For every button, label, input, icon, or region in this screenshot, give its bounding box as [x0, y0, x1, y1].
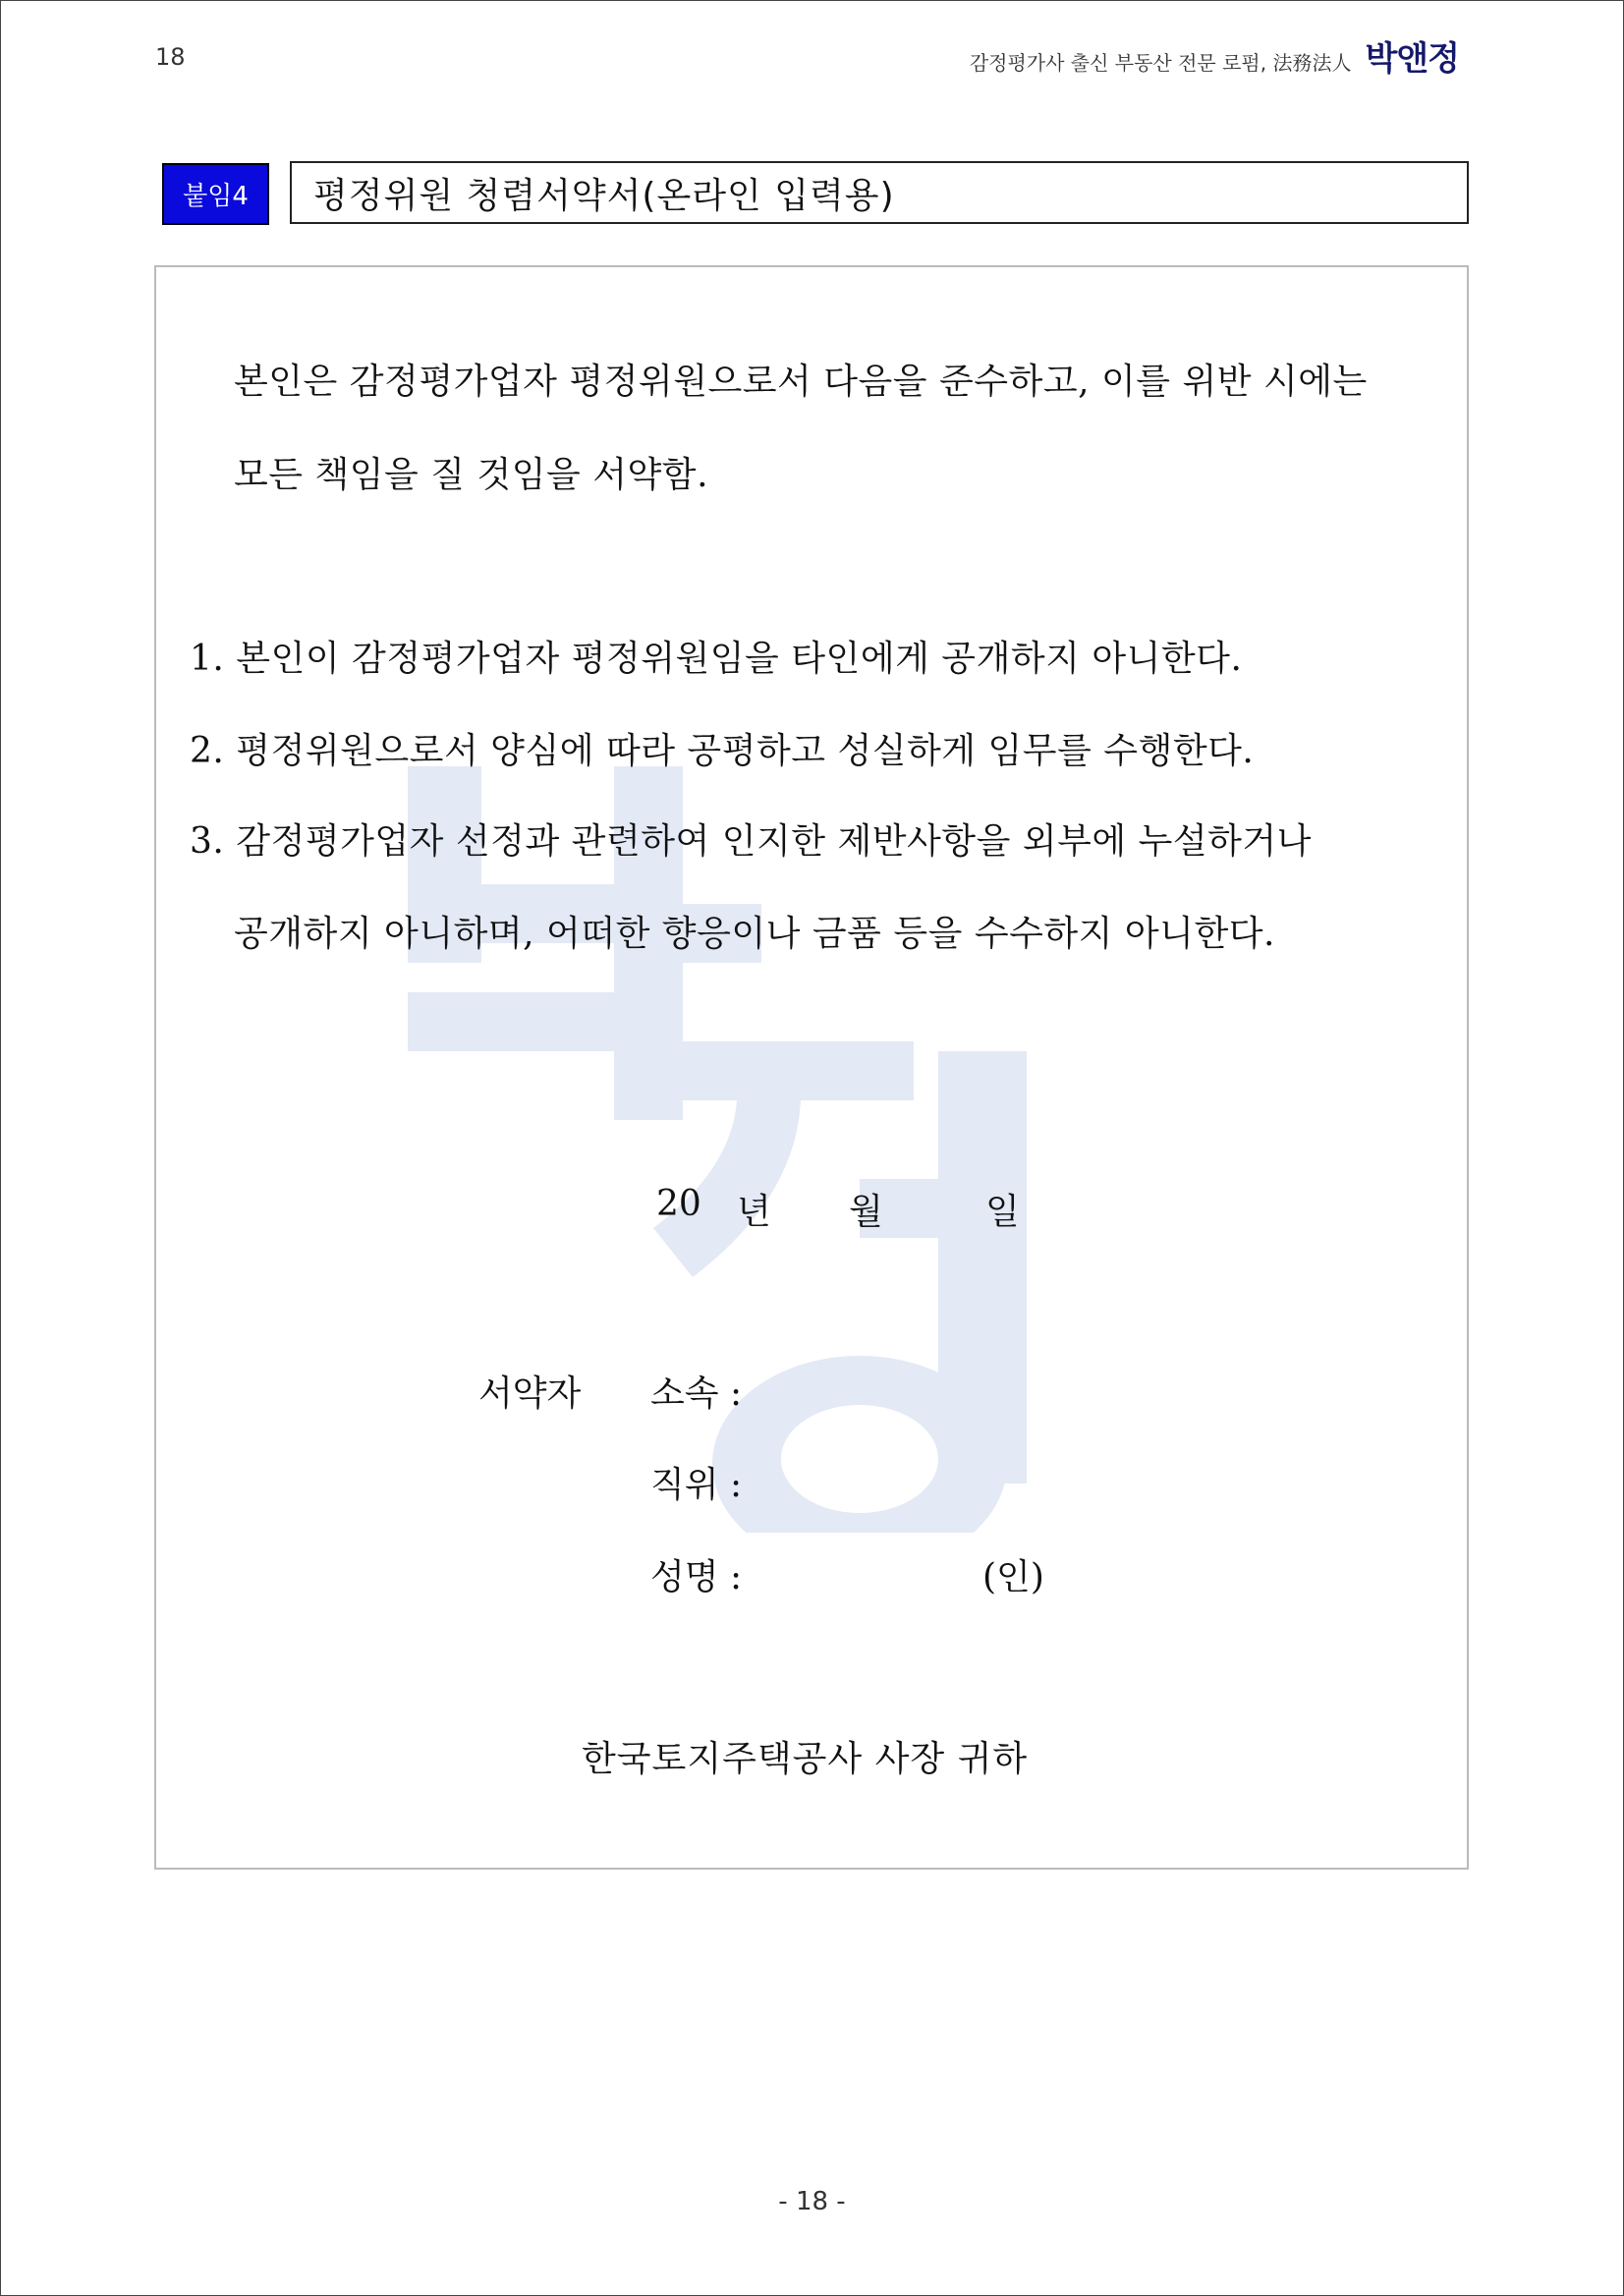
- pledge-item-1: 1. 본인이 감정평가업자 평정위원임을 타인에게 공개하지 아니한다.: [190, 639, 1243, 679]
- page-header: [970, 31, 1459, 80]
- annex-badge: 붙임4: [162, 163, 269, 225]
- affiliation-field-label: 소속 :: [650, 1373, 743, 1414]
- pledge-intro-line-1: 본인은 감정평가업자 평정위원으로서 다음을 준수하고, 이를 위반 시에는: [234, 362, 1368, 402]
- signer-label: 서약자: [478, 1373, 582, 1414]
- name-field-label: 성명 :: [650, 1557, 743, 1597]
- date-day-unit: 일: [985, 1192, 1020, 1232]
- document-title: 평정위원 청렴서약서(온라인 입력용): [290, 161, 1469, 224]
- pledge-item-3: 3. 감정평가업자 선정과 관련하여 인지한 제반사항을 외부에 누설하거나: [190, 821, 1312, 862]
- header-page-number: 18: [155, 43, 186, 71]
- addressee: 한국토지주택공사 사장 귀하: [582, 1739, 1029, 1779]
- date-month-unit: 월: [849, 1192, 883, 1232]
- position-field-label: 직위 :: [650, 1465, 743, 1505]
- pledge-intro-line-2: 모든 책임을 질 것임을 서약함.: [234, 455, 709, 495]
- pledge-item-3-continued: 공개하지 아니하며, 어떠한 향응이나 금품 등을 수수하지 아니한다.: [234, 914, 1275, 954]
- pledge-item-2: 2. 평정위원으로서 양심에 따라 공평하고 성실하게 임무를 수행한다.: [190, 731, 1255, 771]
- header-logo: 박앤정: [1365, 39, 1459, 79]
- date-year-unit: 년: [737, 1192, 771, 1232]
- header-tagline: 감정평가사 출신 부동산 전문 로펌, 法務法人: [969, 51, 1352, 75]
- seal-mark: (인): [982, 1557, 1044, 1597]
- footer-page-number: - 18 -: [778, 2187, 846, 2216]
- watermark-logo: [408, 766, 1253, 1533]
- date-year-prefix: 20: [656, 1184, 701, 1224]
